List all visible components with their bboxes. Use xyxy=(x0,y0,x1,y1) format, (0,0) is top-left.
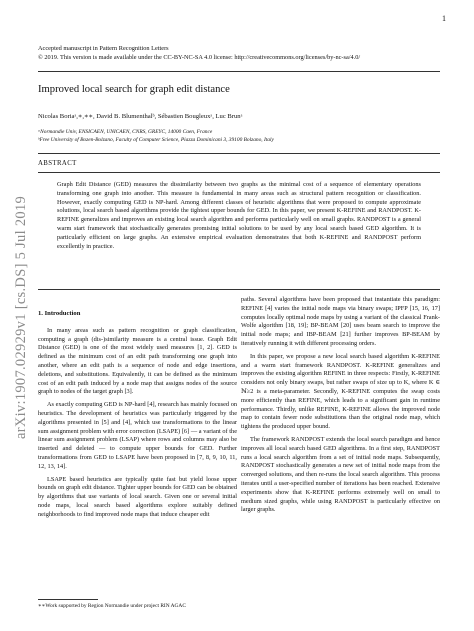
license-line: © 2019. This version is made available under the CC-BY-NC-SA 4.0 license: http://creativecommons.org/licenses/by-nc-sa/4.0/ xyxy=(38,54,361,61)
paper-authors: Nicolas Boriaᵃ,∗,∗∗, David B. Blumenthalᵇ, Sébastien Bougleuxᵃ, Luc Brunᵃ xyxy=(38,113,243,120)
manuscript-header xyxy=(38,44,360,62)
abstract-heading: ABSTRACT xyxy=(38,160,77,167)
abstract-text: Graph Edit Distance (GED) measures the dissimilarity between two graphs as the minimal cost of a sequence of elementary operations transforming one graph into another. This measure is fundamental in many areas such as structural pattern recognition or classification. However, exactly computing GED is NP-hard. Among different classes of heuristic algorithms that were proposed to compute approximate solutions, local search based algorithms provide the tightest upper bounds for GED. In this paper, we present K-REFINE and RANDPOST. K-REFINE generalizes and improves an existing local search algorithm and performs particularly well on small graphs. RANDPOST is a general warm start framework that stochastically generates promising initial solutions to be used by any local search based GED algorithm. It is particularly efficient on large graphs. An extensive empirical evaluation demonstrates that both K-REFINE and RANDPOST perform excellently in practice. xyxy=(57,181,421,250)
footnote: ∗∗Work supported by Region Normandie under project RIN AGAC xyxy=(38,603,186,609)
intro-paragraph-2: As exactly computing GED is NP-hard [4], research has mainly focused on heuristics. The development of heuristics was particularly triggered by the algorithms presented in [5] and [4], which use transformations to the linear sum assignment problem with error correction (LSAPE) [6] — a variant of the linear sum assignment problem (LSAP) where rows and columns may also be inserted and deleted — to compute upper bounds for GED. Further transformations from GED to LSAPE have been proposed in [7, 8, 9, 10, 11, 12, 13, 14]. xyxy=(38,401,237,470)
intro-paragraph-5: In this paper, we propose a new local search based algorithm K-REFINE and a warm start framework RANDPOST. K-REFINE generalizes and improves the existing algorithm REFINE in three respects: Firstly, K-REFINE considers not only binary swaps, but rather swaps of size up to K, where K ∈ ℕ≥2 is a meta-parameter. Secondly, K-REFINE computes the swap costs more efficiently than REFINE, which leads to a significant gain in runtime performance. Thirdly, unlike REFINE, K-REFINE allows the improved node map to contain fewer node substitutions than the original node map, which tightens the produced upper bound. xyxy=(241,352,440,431)
abstract-bottom-rule xyxy=(38,289,440,290)
intro-paragraph-4: paths. Several algorithms have been proposed that instantiate this paradigm: REFINE [4] varies the initial node maps via binary swaps; IPFP [15, 16, 17] computes locally optimal node maps by using a variant of the classical Frank-Wolfe algorithm [18, 19]; BP-BEAM [20] uses beam search to improve the initial node maps; and IBP-BEAM [21] further improves BP-BEAM by iteratively running it with different processing orders. xyxy=(241,296,440,347)
intro-paragraph-1: In many areas such as pattern recognition or graph classification, computing a graph (dis-)similarity measure is a central issue. Graph Edit Distance (GED) is one of the most widely used measures [1, 2]. GED is defined as the minimum cost of an edit path transforming one graph into another, where an edit path is a sequence of node and edge insertions, deletions, and substitutions. Equivalently, it can be defined as the minimum cost of an edit path induced by a node map that assigns nodes of the source graph to nodes of the target graph [3]. xyxy=(38,326,237,396)
affiliation-b: ᵇFree University of Bozen-Bolzano, Faculty of Computer Science, Piazza Dominicani 3, 39100 Bolzano, Italy xyxy=(38,137,274,143)
footnote-rule xyxy=(38,599,98,600)
intro-paragraph-6: The framework RANDPOST extends the local search paradigm and hence improves all local search based GED algorithms. In a first step, RANDPOST runs a local search algorithm from a set of initial node maps. Subsequently, RANDPOST stochastically generates a new set of initial node maps from the converged solutions, and then re-runs the local search algorithm. This process iterates until a user-specified number of iterations has been reached. Extensive experiments show that K-REFINE performs extremely well on small to medium sized graphs, while using RANDPOST is particularly effective on larger graphs. xyxy=(241,435,440,514)
abstract-top-rule xyxy=(38,153,440,154)
accepted-manuscript-line: Accepted manuscript in Pattern Recognition Letters xyxy=(38,45,169,52)
arxiv-stamp xyxy=(10,172,34,462)
abstract-heading-rule xyxy=(38,172,440,173)
page-number: 1 xyxy=(442,14,446,23)
section-heading-introduction: 1. Introduction xyxy=(38,310,81,317)
affiliation-a: ᵃNormandie Univ, ENSICAEN, UNICAEN, CNRS, GREYC, 14000 Caen, France xyxy=(38,129,213,135)
header-rule xyxy=(38,71,440,72)
paper-title: Improved local search for graph edit distance xyxy=(38,84,230,95)
arxiv-identifier: arXiv:1907.02929v1 [cs.DS] 5 Jul 2019 xyxy=(13,195,30,439)
left-column xyxy=(38,310,237,524)
affiliations xyxy=(38,128,274,144)
right-column xyxy=(241,296,440,519)
intro-paragraph-3: LSAPE based heuristics are typically quite fast but yield loose upper bounds on graph edit distance. Tighter upper bounds for GED can be obtained by algorithms that use variants of local search. Given one or several initial node maps, local search based algorithms explore suitably defined neighborhoods to find improved node maps that induce cheaper edit xyxy=(38,475,237,518)
